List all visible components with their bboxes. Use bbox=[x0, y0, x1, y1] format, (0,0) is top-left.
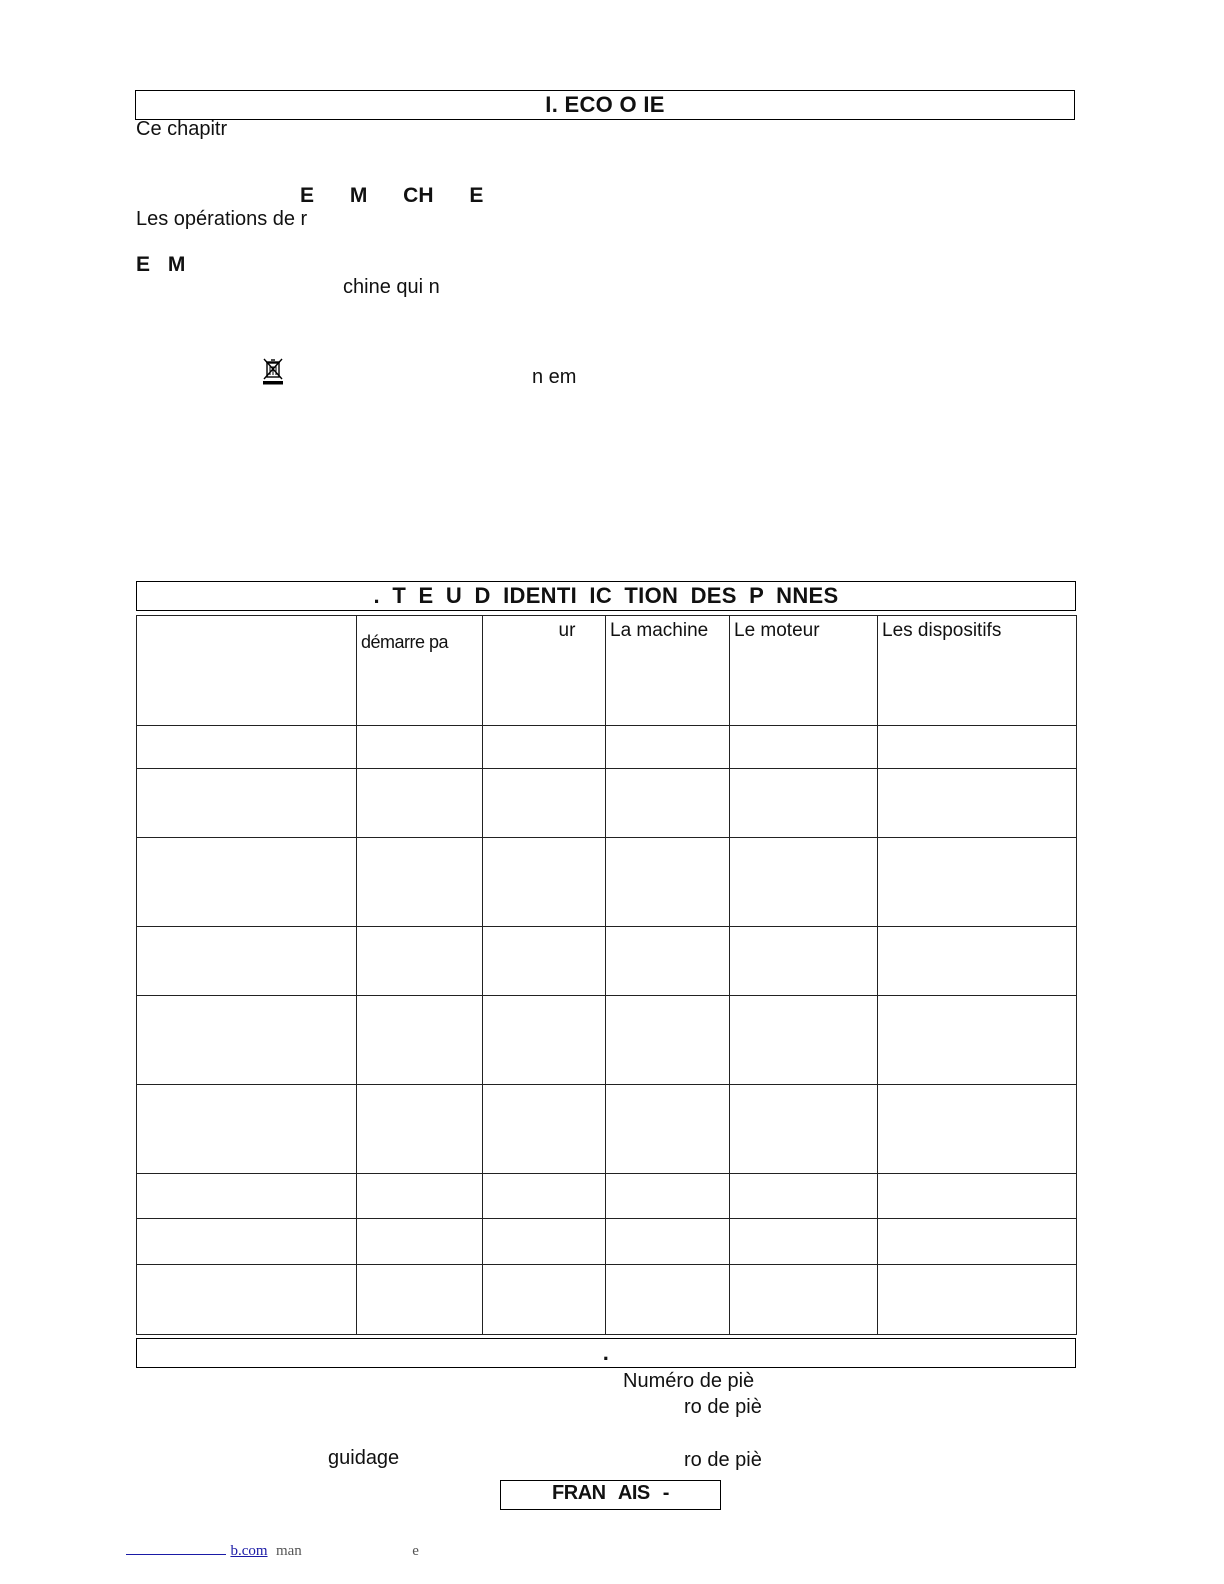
footer-link-underline bbox=[126, 1554, 226, 1555]
subheading-mise-en-marche: E M CH E bbox=[300, 184, 484, 207]
table-cell bbox=[606, 726, 730, 769]
table-header-cell: démarre pa bbox=[357, 616, 483, 726]
operations-line: Les opérations de r bbox=[136, 208, 308, 230]
table-row bbox=[137, 927, 1077, 996]
table-cell bbox=[137, 769, 357, 838]
table-cell bbox=[137, 1085, 357, 1174]
chapter-intro: Ce chapitr bbox=[136, 118, 228, 140]
table-cell bbox=[878, 838, 1077, 927]
table-cell bbox=[730, 996, 878, 1085]
table-cell bbox=[730, 726, 878, 769]
section-title-ecologie: I. ECO O IE bbox=[135, 90, 1075, 120]
table-cell bbox=[878, 1265, 1077, 1335]
table-row bbox=[137, 1085, 1077, 1174]
table-cell bbox=[730, 1085, 878, 1174]
table-cell bbox=[730, 838, 878, 927]
guidage-label: guidage bbox=[328, 1447, 400, 1469]
table-cell bbox=[606, 996, 730, 1085]
table-header-cell: ur bbox=[483, 616, 606, 726]
table-cell bbox=[137, 996, 357, 1085]
table-cell bbox=[357, 1085, 483, 1174]
weee-line: n em bbox=[532, 366, 577, 388]
table-cell bbox=[357, 1174, 483, 1219]
table-cell bbox=[483, 927, 606, 996]
footer-text-2: e bbox=[412, 1543, 419, 1559]
table-cell bbox=[730, 1174, 878, 1219]
table-cell bbox=[483, 1085, 606, 1174]
machine-line: chine qui n bbox=[343, 276, 440, 298]
table-cell bbox=[357, 1265, 483, 1335]
table-cell bbox=[878, 927, 1077, 996]
table-row bbox=[137, 1219, 1077, 1265]
table-cell bbox=[730, 1219, 878, 1265]
table-cell bbox=[878, 1174, 1077, 1219]
table-cell bbox=[357, 838, 483, 927]
table-cell bbox=[137, 1219, 357, 1265]
table-row bbox=[137, 996, 1077, 1085]
table-cell bbox=[483, 838, 606, 927]
table-cell bbox=[357, 726, 483, 769]
table-cell bbox=[878, 996, 1077, 1085]
table-row bbox=[137, 769, 1077, 838]
table-row bbox=[137, 726, 1077, 769]
part-number-line-2: ro de piè bbox=[684, 1396, 762, 1418]
subheading-em: E M bbox=[136, 253, 186, 276]
footer-text-1: man bbox=[275, 1543, 302, 1559]
table-cell bbox=[357, 927, 483, 996]
table-row bbox=[137, 838, 1077, 927]
table-cell bbox=[878, 1085, 1077, 1174]
table-cell bbox=[137, 1265, 357, 1335]
table-cell bbox=[483, 1219, 606, 1265]
table-cell bbox=[730, 1265, 878, 1335]
table-cell bbox=[483, 1265, 606, 1335]
footer-line bbox=[126, 1542, 419, 1560]
table-header-cell: Le moteur bbox=[730, 616, 878, 726]
table-cell bbox=[878, 726, 1077, 769]
table-cell bbox=[483, 726, 606, 769]
table-cell bbox=[878, 769, 1077, 838]
footer-link[interactable]: b.com bbox=[230, 1543, 268, 1559]
table-cell bbox=[137, 1174, 357, 1219]
table-cell bbox=[606, 1085, 730, 1174]
table-header-row bbox=[137, 616, 1077, 726]
table-cell bbox=[483, 996, 606, 1085]
table-cell bbox=[730, 769, 878, 838]
table-cell bbox=[137, 726, 357, 769]
table-row bbox=[137, 1265, 1077, 1335]
table-cell bbox=[730, 927, 878, 996]
table-cell bbox=[357, 769, 483, 838]
table-cell bbox=[606, 927, 730, 996]
table-cell bbox=[137, 927, 357, 996]
table-cell bbox=[606, 1265, 730, 1335]
section-title-tableau-pannes: . T E U D IDENTI IC TION DES P NNES bbox=[136, 581, 1076, 611]
table-header-cell: Les dispositifs bbox=[878, 616, 1077, 726]
part-number-line-1: Numéro de piè bbox=[623, 1370, 755, 1392]
table-cell bbox=[606, 838, 730, 927]
table-cell bbox=[878, 1219, 1077, 1265]
table-row bbox=[137, 1174, 1077, 1219]
language-box: FRAN AIS - bbox=[500, 1480, 721, 1510]
table-cell bbox=[357, 996, 483, 1085]
table-cell bbox=[606, 769, 730, 838]
part-number-line-3: ro de piè bbox=[684, 1449, 762, 1471]
table-cell bbox=[606, 1219, 730, 1265]
section-title-pieces: . bbox=[136, 1338, 1076, 1368]
crossed-bin-icon bbox=[262, 357, 284, 385]
table-cell bbox=[357, 1219, 483, 1265]
diagnostic-table bbox=[136, 615, 1077, 1335]
table-cell bbox=[483, 769, 606, 838]
table-header-cell: La machine bbox=[606, 616, 730, 726]
table-header-cell bbox=[137, 616, 357, 726]
table-cell bbox=[137, 838, 357, 927]
table-cell bbox=[483, 1174, 606, 1219]
table-cell bbox=[606, 1174, 730, 1219]
